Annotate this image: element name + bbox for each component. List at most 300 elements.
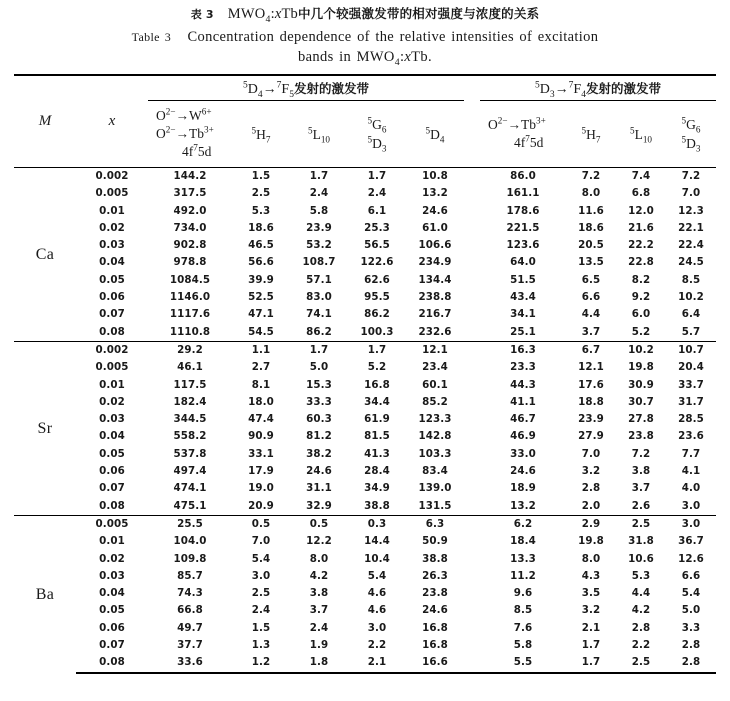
- cell-value: 6.2: [480, 515, 566, 533]
- table-row: [14, 551, 716, 568]
- cell-value: 10.7: [666, 341, 716, 359]
- cell-value: 161.1: [506, 187, 540, 200]
- cell-value: 31.7: [678, 395, 704, 408]
- cell-value: 47.1: [248, 308, 274, 321]
- cell-gap: [464, 480, 480, 497]
- cell-value: 1.2: [232, 654, 290, 672]
- cell-x: 0.04: [99, 256, 125, 269]
- cell-value: 22.8: [628, 256, 654, 269]
- table-row: [14, 637, 716, 654]
- cell-value: 18.8: [578, 395, 604, 408]
- table-row: [14, 411, 716, 428]
- cell-value: 344.5: [173, 413, 207, 426]
- cell-value: 27.8: [628, 413, 654, 426]
- cell-value: 85.2: [422, 395, 448, 408]
- cell-value: 53.2: [306, 239, 332, 252]
- cell-value: 108.7: [302, 256, 336, 269]
- cell-value: 23.8: [628, 430, 654, 443]
- cell-value: 144.2: [173, 170, 207, 182]
- header-gap: [464, 75, 480, 101]
- cell-value: 0.5: [232, 515, 290, 533]
- cell-value: 2.4: [367, 187, 387, 200]
- cell-value: 2.2: [631, 639, 651, 652]
- cell-value: 3.0: [666, 515, 716, 533]
- cell-value: 2.4: [309, 621, 329, 634]
- cell-value: 46.5: [248, 239, 274, 252]
- cell-value: 43.4: [510, 291, 536, 304]
- cell-value: 8.5: [681, 273, 701, 286]
- cell-value: 20.5: [578, 239, 604, 252]
- table-row: [14, 203, 716, 220]
- cell-value: 2.6: [631, 499, 651, 512]
- cell-value: 6.6: [581, 291, 601, 304]
- cell-value: 23.4: [422, 361, 448, 374]
- cell-value: 23.6: [678, 430, 704, 443]
- cell-value: 1.7: [309, 170, 329, 182]
- cell-value: 16.6: [406, 654, 464, 672]
- cell-value: 182.4: [173, 395, 207, 408]
- cell-x: 0.03: [99, 413, 125, 426]
- cell-value: 85.7: [177, 569, 203, 582]
- cell-gap: [464, 168, 480, 186]
- cell-value: 5.4: [681, 587, 701, 600]
- cell-value: 24.6: [306, 465, 332, 478]
- cell-value: 978.8: [173, 256, 207, 269]
- cell-x: 0.01: [99, 535, 125, 548]
- cell-value: 7.2: [681, 170, 701, 182]
- header-col-g1-5L10: $^5L_{10}$: [307, 125, 330, 145]
- cell-gap: [464, 602, 480, 619]
- cell-value: 5.0: [309, 361, 329, 374]
- cell-value: 7.2: [581, 170, 601, 182]
- cell-value: 11.6: [578, 204, 604, 217]
- cell-value: 131.5: [418, 499, 452, 512]
- cell-value: 18.6: [248, 221, 274, 234]
- caption-chinese-text: 中几个较强激发带的相对强度与浓度的关系: [297, 6, 540, 21]
- cell-value: 5.2: [631, 325, 651, 338]
- cell-value: 41.3: [364, 447, 390, 460]
- cell-gap: [464, 237, 480, 254]
- table-row: [14, 289, 716, 306]
- cell-value: 3.0: [367, 621, 387, 634]
- cell-value: 1146.0: [169, 291, 211, 304]
- row-group-label-ca: Ca: [35, 245, 55, 263]
- cell-gap: [464, 637, 480, 654]
- cell-value: 16.8: [422, 639, 448, 652]
- cell-value: 17.6: [578, 378, 604, 391]
- cell-value: 2.8: [681, 639, 701, 652]
- cell-x: 0.05: [99, 447, 125, 460]
- cell-value: 62.6: [364, 273, 390, 286]
- caption-english-line2: bands in $MWO_4:xTb$.: [298, 49, 432, 68]
- cell-value: 7.0: [251, 535, 271, 548]
- header-M: M: [38, 113, 52, 129]
- cell-value: 44.3: [510, 378, 536, 391]
- cell-value: 11.2: [510, 569, 536, 582]
- cell-value: 90.9: [248, 430, 274, 443]
- cell-value: 6.0: [631, 308, 651, 321]
- cell-value: 5.4: [367, 569, 387, 582]
- cell-x: 0.07: [99, 308, 125, 321]
- cell-value: 52.5: [248, 291, 274, 304]
- cell-value: 26.3: [422, 569, 448, 582]
- cell-value: 38.8: [364, 499, 390, 512]
- cell-value: 1.7: [348, 341, 406, 359]
- cell-value: 2.2: [367, 639, 387, 652]
- table-row: [14, 568, 716, 585]
- cell-value: 16.8: [422, 621, 448, 634]
- cell-value: 28.4: [364, 465, 390, 478]
- header-col-g1-charge-transfer: $O^{2-}\to W^{6+}$ $O^{2-}\to Tb^{3+}$ $4f^75d$: [156, 106, 214, 159]
- cell-value: 24.5: [678, 256, 704, 269]
- cell-value: 60.1: [422, 378, 448, 391]
- cell-value: 3.3: [681, 621, 701, 634]
- cell-value: 20.4: [678, 361, 704, 374]
- cell-value: 1110.8: [169, 325, 211, 338]
- cell-value: 10.4: [364, 552, 390, 565]
- cell-x: 0.002: [95, 170, 129, 182]
- cell-value: 4.6: [367, 587, 387, 600]
- cell-value: 27.9: [578, 430, 604, 443]
- cell-gap: [464, 359, 480, 376]
- cell-value: 2.5: [251, 187, 271, 200]
- table-row: [14, 341, 716, 359]
- cell-value: 28.5: [678, 413, 704, 426]
- cell-value: 9.2: [631, 291, 651, 304]
- cell-value: 83.0: [306, 291, 332, 304]
- table-row: [14, 306, 716, 323]
- cell-value: 106.6: [418, 239, 452, 252]
- cell-value: 2.1: [348, 654, 406, 672]
- cell-value: 8.0: [309, 552, 329, 565]
- table-row: [14, 533, 716, 550]
- cell-value: 33.1: [248, 447, 274, 460]
- cell-value: 2.4: [309, 187, 329, 200]
- cell-value: 10.6: [628, 552, 654, 565]
- cell-value: 23.9: [578, 413, 604, 426]
- table-row: [14, 220, 716, 237]
- cell-value: 61.0: [422, 221, 448, 234]
- cell-value: 238.8: [418, 291, 452, 304]
- cell-value: 117.5: [173, 378, 207, 391]
- cell-value: 10.2: [678, 291, 704, 304]
- header-col-g2-charge-transfer: $O^{2-}\to Tb^{3+}$ $4f^75d$: [488, 115, 546, 150]
- cell-value: 3.5: [581, 587, 601, 600]
- cell-value: 103.3: [418, 447, 452, 460]
- cell-value: 86.2: [364, 308, 390, 321]
- table-header: [14, 75, 716, 168]
- cell-value: 4.3: [581, 569, 601, 582]
- cell-value: 475.1: [173, 499, 207, 512]
- cell-x: 0.08: [99, 499, 125, 512]
- cell-value: 1084.5: [169, 273, 211, 286]
- cell-value: 49.7: [177, 621, 203, 634]
- table-row: [14, 446, 716, 463]
- cell-value: 23.8: [422, 587, 448, 600]
- cell-gap: [464, 341, 480, 359]
- cell-value: 83.4: [422, 465, 448, 478]
- cell-value: 12.2: [306, 535, 332, 548]
- cell-value: 1.1: [232, 341, 290, 359]
- cell-value: 134.4: [418, 273, 452, 286]
- cell-x: 0.08: [76, 654, 148, 672]
- cell-value: 50.9: [422, 535, 448, 548]
- table-row: [14, 585, 716, 602]
- cell-value: 74.1: [306, 308, 332, 321]
- cell-x: 0.06: [99, 465, 125, 478]
- cell-gap: [464, 533, 480, 550]
- cell-value: 86.2: [306, 325, 332, 338]
- cell-value: 34.4: [364, 395, 390, 408]
- cell-x: 0.002: [76, 341, 148, 359]
- cell-value: 558.2: [173, 430, 207, 443]
- concentration-dependence-table: [14, 74, 716, 674]
- table-row: [14, 324, 716, 342]
- cell-gap: [464, 272, 480, 289]
- cell-value: 30.7: [628, 395, 654, 408]
- table-row: [14, 620, 716, 637]
- cell-gap: [464, 515, 480, 533]
- cell-value: 234.9: [418, 256, 452, 269]
- cell-value: 5.3: [631, 569, 651, 582]
- caption-english-number: Table 3: [131, 30, 172, 44]
- cell-x: 0.07: [99, 639, 125, 652]
- cell-value: 38.2: [306, 447, 332, 460]
- table-row: [14, 359, 716, 376]
- cell-value: 57.1: [306, 273, 332, 286]
- header-col-g1-5D4: $^5D_4$: [425, 125, 445, 145]
- cell-value: 18.9: [510, 482, 536, 495]
- cell-value: 12.1: [578, 361, 604, 374]
- cell-value: 4.6: [367, 604, 387, 617]
- cell-value: 537.8: [173, 447, 207, 460]
- cell-value: 51.5: [510, 273, 536, 286]
- cell-gap: [464, 289, 480, 306]
- caption-chinese-number: 表 3: [190, 8, 214, 21]
- cell-value: 46.1: [177, 361, 203, 374]
- cell-value: 1.8: [290, 654, 348, 672]
- cell-value: 14.4: [364, 535, 390, 548]
- cell-value: 3.2: [581, 604, 601, 617]
- cell-value: 8.1: [251, 378, 271, 391]
- cell-value: 6.6: [681, 569, 701, 582]
- cell-value: 4.4: [581, 308, 601, 321]
- cell-value: 23.9: [306, 221, 332, 234]
- cell-value: 25.5: [148, 515, 232, 533]
- cell-value: 1117.6: [169, 308, 211, 321]
- cell-value: 81.2: [306, 430, 332, 443]
- cell-value: 7.6: [513, 621, 533, 634]
- cell-value: 3.7: [631, 482, 651, 495]
- cell-value: 38.8: [422, 552, 448, 565]
- cell-x: 0.02: [99, 221, 125, 234]
- cell-gap: [464, 585, 480, 602]
- table-row: [14, 185, 716, 202]
- cell-value: 2.8: [581, 482, 601, 495]
- table-row: [14, 428, 716, 445]
- cell-value: 33.3: [306, 395, 332, 408]
- cell-value: 24.6: [422, 204, 448, 217]
- caption-english: [0, 27, 730, 67]
- cell-value: 109.8: [173, 552, 207, 565]
- header-col-g1-5H7: $^5H_7$: [251, 125, 271, 145]
- cell-value: 1.7: [290, 341, 348, 359]
- cell-value: 2.8: [631, 621, 651, 634]
- cell-value: 5.0: [681, 604, 701, 617]
- cell-x: 0.005: [95, 361, 129, 374]
- cell-value: 317.5: [173, 187, 207, 200]
- cell-value: 18.4: [510, 535, 536, 548]
- cell-value: 25.1: [510, 325, 536, 338]
- cell-value: 18.6: [578, 221, 604, 234]
- caption-chinese-formula: $MWO_4:xTb$: [227, 6, 298, 25]
- header-group-row: [14, 75, 716, 101]
- cell-value: 61.9: [364, 413, 390, 426]
- cell-value: 4.2: [631, 604, 651, 617]
- cell-value: 3.8: [309, 587, 329, 600]
- cell-gap: [464, 498, 480, 516]
- cell-x: 0.04: [99, 587, 125, 600]
- cell-value: 5.4: [251, 552, 271, 565]
- cell-gap: [464, 203, 480, 220]
- cell-value: 21.6: [628, 221, 654, 234]
- cell-gap: [464, 324, 480, 342]
- cell-value: 7.0: [681, 187, 701, 200]
- cell-value: 47.4: [248, 413, 274, 426]
- cell-value: 33.0: [510, 447, 536, 460]
- cell-value: 39.9: [248, 273, 274, 286]
- cell-value: 3.7: [581, 325, 601, 338]
- cell-value: 29.2: [148, 341, 232, 359]
- cell-value: 31.8: [628, 535, 654, 548]
- cell-value: 1.7: [367, 170, 387, 182]
- header-col-g2-5G6-5D3: $^5G_6$ $^5D_3$: [681, 115, 701, 154]
- cell-gap: [464, 620, 480, 637]
- cell-gap: [464, 568, 480, 585]
- cell-value: 221.5: [506, 221, 540, 234]
- cell-value: 142.8: [418, 430, 452, 443]
- cell-value: 4.2: [309, 569, 329, 582]
- cell-value: 9.6: [513, 587, 533, 600]
- cell-value: 18.0: [248, 395, 274, 408]
- cell-value: 19.8: [628, 361, 654, 374]
- row-group-label-sr: Sr: [14, 341, 76, 515]
- cell-value: 6.7: [566, 341, 616, 359]
- cell-value: 5.2: [367, 361, 387, 374]
- cell-value: 7.4: [631, 170, 651, 182]
- caption-chinese: [0, 4, 730, 24]
- cell-gap: [464, 463, 480, 480]
- cell-value: 6.1: [367, 204, 387, 217]
- cell-value: 2.0: [581, 499, 601, 512]
- cell-x: 0.06: [99, 291, 125, 304]
- header-group-1: $^5D_4\to^7F_5$发射的激发带: [148, 75, 464, 101]
- cell-value: 1.3: [251, 639, 271, 652]
- header-col-g2-5L10: $^5L_{10}$: [629, 125, 652, 145]
- cell-value: 216.7: [418, 308, 452, 321]
- cell-value: 5.8: [513, 639, 533, 652]
- header-col-g2-5H7: $^5H_7$: [581, 125, 601, 145]
- cell-x: 0.05: [99, 273, 125, 286]
- cell-value: 2.5: [251, 587, 271, 600]
- cell-value: 22.4: [678, 239, 704, 252]
- cell-value: 232.6: [418, 325, 452, 338]
- cell-value: 8.0: [581, 187, 601, 200]
- cell-value: 123.6: [506, 239, 540, 252]
- cell-value: 12.6: [678, 552, 704, 565]
- table-body: [14, 168, 716, 673]
- cell-x: 0.04: [99, 430, 125, 443]
- cell-value: 902.8: [173, 239, 207, 252]
- caption-english-line1: Concentration dependence of the relative intensities of excitation: [187, 29, 599, 45]
- cell-gap: [464, 306, 480, 323]
- cell-gap: [464, 185, 480, 202]
- table-row: [14, 237, 716, 254]
- cell-value: 19.0: [248, 482, 274, 495]
- cell-value: 33.6: [148, 654, 232, 672]
- cell-value: 5.7: [681, 325, 701, 338]
- cell-value: 36.7: [678, 535, 704, 548]
- cell-gap: [464, 654, 480, 672]
- cell-value: 7.2: [631, 447, 651, 460]
- cell-value: 8.2: [631, 273, 651, 286]
- cell-value: 0.5: [290, 515, 348, 533]
- cell-value: 66.8: [177, 604, 203, 617]
- cell-value: 34.9: [364, 482, 390, 495]
- cell-value: 492.0: [173, 204, 207, 217]
- cell-value: 2.1: [581, 621, 601, 634]
- cell-x: 0.07: [99, 482, 125, 495]
- cell-value: 24.6: [422, 604, 448, 617]
- cell-value: 60.3: [306, 413, 332, 426]
- cell-gap: [464, 394, 480, 411]
- cell-value: 31.1: [306, 482, 332, 495]
- cell-value: 8.0: [581, 552, 601, 565]
- cell-value: 17.9: [248, 465, 274, 478]
- cell-x: 0.08: [99, 325, 125, 338]
- cell-value: 122.6: [360, 256, 394, 269]
- cell-value: 30.9: [628, 378, 654, 391]
- table-row: [14, 463, 716, 480]
- cell-value: 123.3: [418, 413, 452, 426]
- table-row: [14, 377, 716, 394]
- cell-gap: [464, 254, 480, 271]
- cell-gap: [464, 551, 480, 568]
- cell-value: 104.0: [173, 535, 207, 548]
- cell-x: 0.005: [76, 515, 148, 533]
- cell-value: 1.5: [251, 621, 271, 634]
- cell-value: 3.7: [309, 604, 329, 617]
- cell-x: 0.02: [99, 395, 125, 408]
- table-row: [14, 168, 716, 186]
- cell-value: 1.5: [251, 170, 271, 182]
- cell-value: 4.1: [681, 465, 701, 478]
- cell-value: 95.5: [364, 291, 390, 304]
- cell-value: 12.3: [678, 204, 704, 217]
- cell-x: 0.05: [99, 604, 125, 617]
- cell-x: 0.06: [99, 621, 125, 634]
- cell-value: 139.0: [418, 482, 452, 495]
- cell-value: 24.6: [510, 465, 536, 478]
- cell-value: 178.6: [506, 204, 540, 217]
- cell-value: 13.3: [510, 552, 536, 565]
- cell-value: 474.1: [173, 482, 207, 495]
- table-row: [14, 654, 716, 672]
- cell-value: 41.1: [510, 395, 536, 408]
- cell-value: 74.3: [177, 587, 203, 600]
- cell-value: 7.7: [681, 447, 701, 460]
- cell-x: 0.03: [99, 239, 125, 252]
